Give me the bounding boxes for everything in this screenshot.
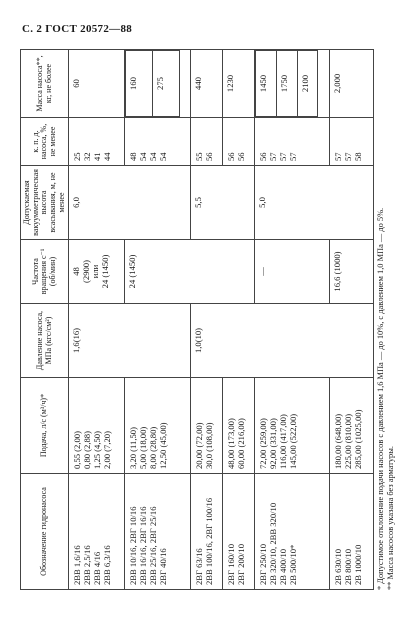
- mass-value: 1750: [278, 74, 289, 93]
- speed-line: 48: [71, 267, 82, 276]
- pressure-value: 1,0(10): [192, 327, 203, 354]
- designation: 2ВВ 10/16, 2ВГ 10/16: [127, 506, 138, 585]
- npsh-value: 56: [235, 152, 246, 161]
- suction-value: 5,5: [192, 197, 203, 208]
- npsh-value: 57: [287, 152, 298, 161]
- mass-value: 2100: [299, 74, 310, 93]
- npsh-value: 56: [203, 152, 214, 161]
- npsh-value: 57: [267, 152, 278, 161]
- flow-cell: [222, 378, 254, 474]
- designation-cell: [69, 474, 125, 590]
- mass-cell: [254, 50, 330, 118]
- npsh-value: 57: [333, 152, 344, 161]
- mass-split: [125, 50, 180, 117]
- designation-cell: [190, 474, 222, 590]
- page-header: С. 2 ГОСТ 20572—88: [22, 23, 133, 35]
- flow-value: 72,00 (259,00): [257, 418, 268, 469]
- flow-cell: [190, 378, 222, 474]
- npsh-value: 32: [82, 152, 93, 161]
- designation: 2ВГ 160/10: [225, 543, 236, 585]
- designation: 2ВВ 100/16, 2ВГ 100/16: [203, 497, 214, 585]
- mass-sub: [152, 51, 179, 117]
- header-flow: Подача, л/с (м³/ч)*: [21, 378, 69, 474]
- npsh-cell: [124, 118, 190, 166]
- npsh-value: 54: [147, 152, 158, 161]
- header-npsh: к. п. д. насоса, %, не менее: [21, 118, 69, 166]
- designation: 2ВВ 1,6/16: [72, 545, 83, 585]
- speed-cell: [254, 240, 330, 304]
- flow-value: 0,55 (2,00): [72, 431, 83, 469]
- header-suction: Допускаемая вакуумметрическая высота всасывания, м, не менее: [21, 166, 69, 240]
- designation: 2ВГ 200/10: [235, 543, 246, 585]
- designation: 2В 630/10: [333, 548, 344, 585]
- mass-sub: [125, 51, 152, 117]
- designation: 2В 500/10*: [287, 544, 298, 585]
- mass-cell: [330, 50, 374, 118]
- suction-cell: [69, 166, 191, 240]
- flow-value: 12,50 (45,00): [157, 422, 168, 469]
- designation-cell: [330, 474, 374, 590]
- speed-value: 16,6 (1000): [332, 251, 343, 292]
- npsh-value: 48: [127, 152, 138, 161]
- flow-value: 8,00 (28,80): [147, 426, 158, 469]
- footnote-1: * Допустимое отклонение подачи насосов с давлением 1,6 МПа — до 10%, с давлением 1,0 МПа — до 5%.: [376, 207, 385, 590]
- flow-cell: [254, 378, 330, 474]
- flow-value: 116,00 (417,00): [277, 414, 288, 469]
- suction-cell: [190, 166, 254, 240]
- flow-value: 48,00 (173,00): [225, 418, 236, 469]
- footnotes: [376, 50, 396, 590]
- table-row: [190, 50, 222, 590]
- suction-value: 5,0: [256, 197, 267, 208]
- flow-value: 0,80 (2,88): [82, 431, 93, 469]
- flow-value: 60,00 (216,00): [235, 418, 246, 469]
- flow-value: 30,0 (108,00): [203, 422, 214, 469]
- header-pressure: Давление насоса, МПа (кгс/см²): [21, 304, 69, 378]
- mass-sub: [255, 51, 276, 117]
- npsh-cell: [222, 118, 254, 166]
- speed-value: —: [256, 267, 267, 276]
- flow-value: 20,00 (72,00): [193, 422, 204, 469]
- mass-value: 160: [127, 77, 138, 90]
- speed-line: 24 (1450): [100, 254, 110, 289]
- mass-value: 440: [192, 77, 203, 90]
- designation-cell: [222, 474, 254, 590]
- flow-value: 285,00 (1025,00): [353, 409, 364, 469]
- npsh-cell: [254, 118, 330, 166]
- designation-cell: [254, 474, 330, 590]
- flow-cell: [124, 378, 190, 474]
- flow-cell: [330, 378, 374, 474]
- flow-value: 3,20 (11,50): [127, 427, 138, 469]
- mass-value: 60: [71, 79, 82, 88]
- npsh-cell: [190, 118, 222, 166]
- designation: 2ВВ 16/16, 2ВГ 16/16: [137, 506, 148, 585]
- mass-value: 275: [154, 77, 165, 90]
- designation: 2ВВ 6,3/16: [102, 545, 113, 585]
- flow-value: 2,00 (7,20): [102, 431, 113, 469]
- flow-value: 92,00 (331,00): [267, 418, 278, 469]
- rotated-table-block: [20, 50, 394, 590]
- speed-value: 24 (1450): [126, 254, 137, 289]
- mass-value: 1450: [257, 74, 268, 93]
- mass-split: [255, 50, 318, 117]
- npsh-value: 44: [102, 152, 113, 161]
- designation: 2ВВ 2,5/16: [82, 545, 93, 585]
- npsh-value: 58: [353, 152, 364, 161]
- speed-cell: [69, 240, 125, 304]
- designation: 2В 400/10: [277, 548, 288, 585]
- table-row: [69, 50, 125, 590]
- npsh-cell: [330, 118, 374, 166]
- pressure-cell: [69, 304, 191, 378]
- pressure-cell: [190, 304, 373, 378]
- header-speed: Частота вращения с⁻¹ (об/мин): [21, 240, 69, 304]
- flow-value: 5,00 (18,00): [137, 426, 148, 469]
- header-designation: Обозначение гидронасоса: [21, 474, 69, 590]
- designation: 2В 1000/10: [353, 544, 364, 585]
- designation: 2ВГ 63/16: [193, 548, 204, 585]
- flow-value: 1,25 (4,50): [92, 431, 103, 469]
- mass-value: 1230: [224, 74, 235, 93]
- npsh-value: 25: [72, 152, 83, 161]
- npsh-value: 57: [343, 152, 354, 161]
- flow-value: 180,00 (648,00): [333, 413, 344, 469]
- designation: 2ВВ 25/16, 2ВГ 25/16: [147, 506, 158, 585]
- flow-value: 145,00 (522,00): [287, 413, 298, 469]
- flow-cell: [69, 378, 125, 474]
- header-mass: Масса насоса**, кг, не более: [21, 50, 69, 118]
- designation: 2В 800/10: [343, 548, 354, 585]
- table-header-row: [21, 50, 69, 590]
- designation: 2ВГ 40/16: [157, 548, 168, 585]
- npsh-value: 54: [157, 152, 168, 161]
- speed-line: (2900): [80, 260, 91, 283]
- npsh-value: 56: [257, 152, 268, 161]
- mass-value: 2,000: [332, 73, 343, 94]
- speed-line: или: [90, 264, 101, 279]
- npsh-value: 41: [92, 152, 103, 161]
- speed-cell: [124, 240, 254, 304]
- speed-cell: [330, 240, 374, 304]
- pressure-value: 1,6(16): [71, 327, 82, 354]
- mass-cell: [190, 50, 222, 118]
- suction-value: 6,0: [71, 197, 82, 208]
- flow-value: 225,00 (810,00): [343, 413, 354, 469]
- npsh-value: 56: [225, 152, 236, 161]
- mass-cell: [124, 50, 190, 118]
- mass-sub: [276, 51, 297, 117]
- npsh-value: 57: [277, 152, 288, 161]
- npsh-cell: [69, 118, 125, 166]
- designation-cell: [124, 474, 190, 590]
- footnote-2: ** Масса насосов указана без арматуры.: [386, 446, 395, 590]
- mass-cell: [69, 50, 125, 118]
- mass-sub: [297, 51, 317, 117]
- designation: 2В 320/10, 2ВВ 320/10: [267, 502, 278, 585]
- suction-cell: [254, 166, 373, 240]
- npsh-value: 54: [137, 152, 148, 161]
- designation: 2ВГ 250/10: [257, 543, 268, 585]
- pump-spec-table: [20, 49, 374, 590]
- npsh-value: 55: [193, 152, 204, 161]
- mass-cell: [222, 50, 254, 118]
- designation: 2ВВ 4/16: [92, 551, 103, 585]
